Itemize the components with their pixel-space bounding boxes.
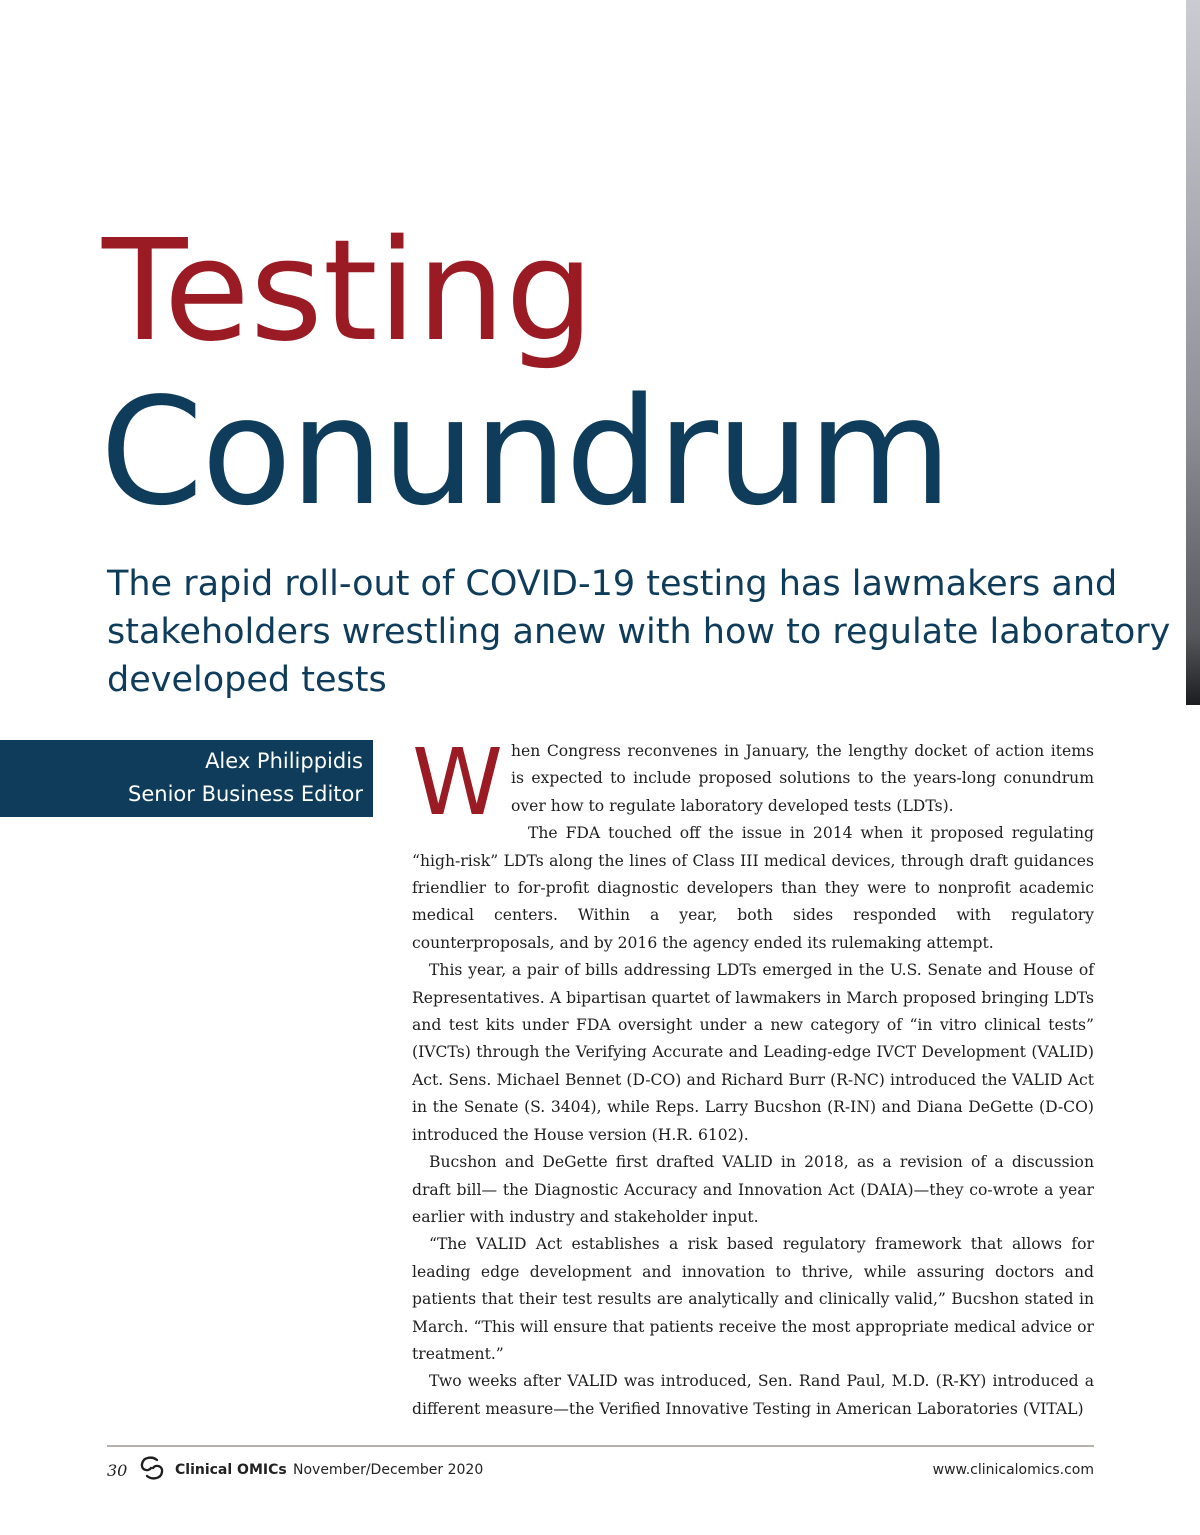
paragraph-text: hen Congress reconvenes in January, the lengthy docket of action items is expected to include proposed solutions to the years-long conundrum over how to regulate laboratory developed tests (LDTs).: [510, 742, 1094, 815]
article-paragraph: “The VALID Act establishes a risk based regulatory framework that allows for leading edge development and innovation to thrive, while assuring doctors and patients that their test results are analytically and clinically valid,” Bucshon stated in March. “This will ensure that patients receive the most appropriate medical advice or treatment.”: [412, 1235, 1094, 1363]
article-paragraph: [412, 729, 1094, 836]
title-line-1: Testing: [102, 210, 595, 373]
article-paragraph: Bucshon and DeGette first drafted VALID in 2018, as a revision of a discussion draft bill— the Diagnostic Accuracy and Innovation Act (DAIA)—they co-wrote a year earlier with industry and stakeholder input.: [412, 1153, 1094, 1226]
page-footer: [107, 1459, 1094, 1483]
brand-name: Clinical OMICs: [175, 1462, 287, 1478]
article-paragraph: The FDA touched off the issue in 2014 when it proposed regulating “high-risk” LDTs along the lines of Class III medical devices, through draft guidances friendlier to for-profit diagnostic developers than they were to nonprofit academic medical centers. Within a year, both sides responded with regulatory counterproposals, and by 2016 the agency ended its rulemaking attempt.: [412, 824, 1094, 952]
website-url[interactable]: www.clinicalomics.com: [932, 1462, 1094, 1478]
article-body: [412, 729, 1094, 1423]
article-paragraph: This year, a pair of bills addressing LDTs emerged in the U.S. Senate and House of Representatives. A bipartisan quartet of lawmakers in March proposed bringing LDTs and test kits under FDA oversight under a new category of “in vitro clinical tests” (IVCTs) through the Verifying Accurate and Leading-edge IVCT Development (VALID) Act. Sens. Michael Bennet (D-CO) and Richard Burr (R-NC) introduced the VALID Act in the Senate (S. 3404), while Reps. Larry Bucshon (R-IN) and Diana DeGette (D-CO) introduced the House version (H.R. 6102).: [412, 961, 1094, 1144]
article-paragraph: Two weeks after VALID was introduced, Sen. Rand Paul, M.D. (R-KY) introduced a different measure—the Verified Innovative Testing in American Laboratories (VITAL): [412, 1372, 1094, 1418]
author-role: Senior Business Editor: [128, 782, 363, 806]
byline-box: [0, 740, 373, 817]
page-number: 30: [107, 1461, 128, 1480]
issue-date: November/December 2020: [293, 1462, 484, 1478]
drop-cap: W: [412, 729, 503, 836]
cover-photo-edge: [1186, 0, 1200, 705]
subtitle: The rapid roll-out of COVID-19 testing has lawmakers and stakeholders wrestling anew with how to regulate laboratory developed tests: [107, 564, 1171, 700]
clinical-omics-logo-icon: [137, 1455, 167, 1481]
title-line-2: Conundrum: [100, 366, 951, 538]
footer-divider: [107, 1445, 1094, 1447]
author-name: Alex Philippidis: [205, 749, 363, 773]
